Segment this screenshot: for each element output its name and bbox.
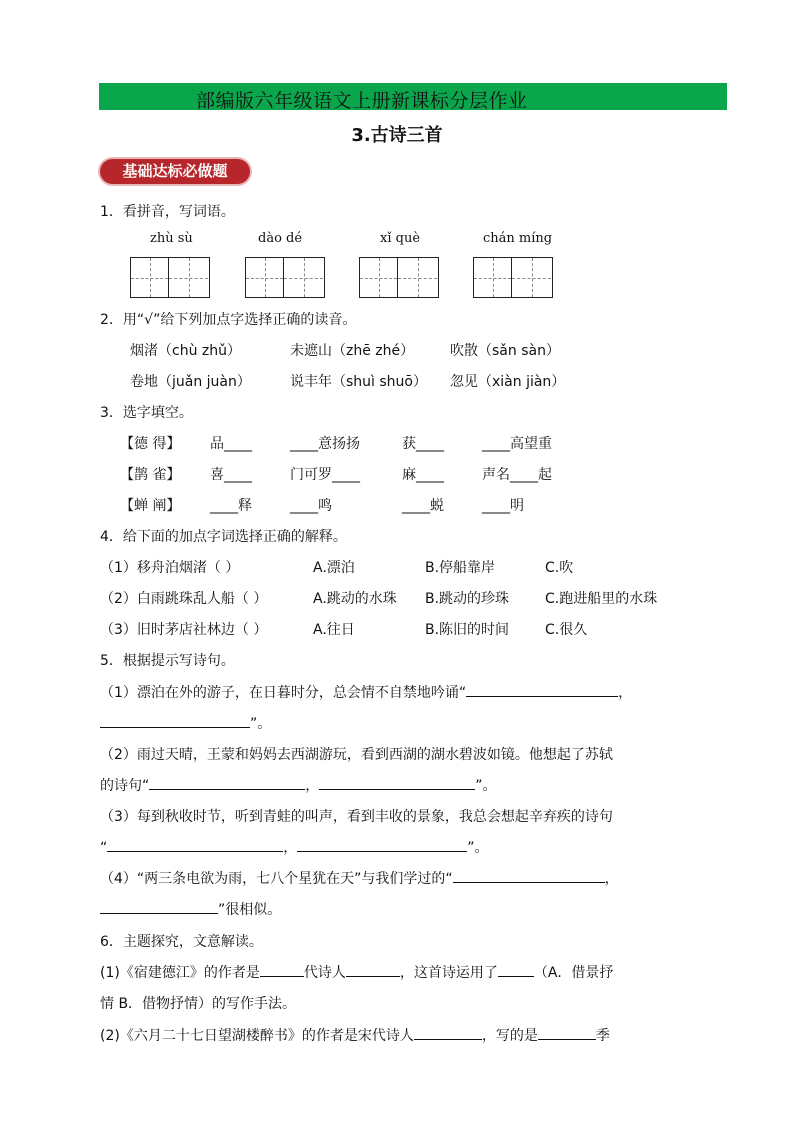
q3-r3-4[interactable]: ____明 [482,498,524,514]
q6-1-blank-dynasty[interactable] [260,962,304,977]
q5-2-line1: （2）雨过天晴，王蒙和妈妈去西湖游玩，看到西湖的湖水碧波如镜。他想起了苏轼 [100,747,613,763]
q3-r3-1[interactable]: ____释 [210,498,252,514]
q5-3-open: “ [100,840,108,856]
q3-r2-3[interactable]: 麻____ [402,467,444,483]
q4-1-option-c[interactable]: C.吹 [545,560,574,576]
q2-r1-3: 吹散（sǎn sàn） [450,343,560,359]
q4-3-question[interactable]: （3）旧时茅店社林边（ ） [100,622,268,638]
q3-r2-4[interactable]: 声名____起 [482,467,552,483]
q4-label: 4．给下面的加点字词选择正确的解释。 [100,529,347,545]
q5-2-comma: ， [305,778,320,794]
q6-2-text-b: ，写的是 [481,1028,538,1044]
q3-r3-chars: 【蝉 阐】 [120,498,181,514]
writing-grid-1[interactable] [130,257,210,298]
q5-3-blank-2[interactable] [297,837,467,852]
q1-label: 1．看拼音，写词语。 [100,204,235,220]
q3-r1-3[interactable]: 获____ [402,436,444,452]
q5-4-text: （4）“两三条电欲为雨，七八个星犹在天”与我们学过的“ [100,871,453,887]
q5-1-blank-2[interactable] [100,713,250,728]
q6-1-blank-poet[interactable] [346,962,400,977]
q4-3-option-a[interactable]: A.往日 [313,622,355,638]
writing-grid-3[interactable] [359,257,439,298]
q5-4-line2 [100,899,281,919]
q5-4-blank-2[interactable] [100,899,218,914]
q5-4-comma: ， [604,871,619,887]
q3-r1-2[interactable]: ____意扬扬 [290,436,360,452]
q5-2-line2 [100,775,497,795]
q3-r2-1[interactable]: 喜____ [210,467,252,483]
q5-3-line2 [100,837,489,857]
q5-2-blank-2[interactable] [319,775,475,790]
q6-1-text-a: (1)《宿建德江》的作者是 [100,965,260,981]
q6-1-text-c: ，这首诗运用了 [399,965,498,981]
q2-r2-1: 卷地（juǎn juàn） [130,374,251,390]
q2-r1-1: 烟渚（chù zhǔ） [130,343,241,359]
q6-1-blank-method[interactable] [498,962,534,977]
q5-1-text: （1）漂泊在外的游子，在日暮时分，总会情不自禁地吟诵“ [100,685,467,701]
q6-1-text-b: 代诗人 [303,965,346,981]
q3-r2-chars: 【鹊 雀】 [120,467,181,483]
q2-r2-2: 说丰年（shuì shuō） [290,374,427,390]
q6-1-line1 [100,962,613,982]
q5-3-end: ”。 [467,840,489,856]
banner-text: 部编版六年级语文上册新课标分层作业 [196,90,528,112]
q5-2-text: 的诗句“ [100,778,150,794]
q5-3-line1: （3）每到秋收时节，听到青蛙的叫声，看到丰收的景象，我总会想起辛弃疾的诗句 [100,809,613,825]
q4-2-option-b[interactable]: B.跳动的珍珠 [425,591,510,607]
q6-1-text-d: （A．借景抒 [533,965,614,981]
q5-1-line1 [100,682,632,702]
q5-1-line2 [100,713,271,733]
q6-2-text-c: 季 [595,1028,610,1044]
q5-2-end: ”。 [475,778,497,794]
q5-4-line1 [100,868,619,888]
q4-1-option-b[interactable]: B.停船靠岸 [425,560,496,576]
q3-r3-2[interactable]: ____鸣 [290,498,332,514]
pinyin-3: xǐ què [380,231,421,246]
q4-2-question[interactable]: （2）白雨跳珠乱人船（ ） [100,591,268,607]
q3-label: 3．选字填空。 [100,405,193,421]
q3-r1-1[interactable]: 品____ [210,436,252,452]
q5-3-blank-1[interactable] [107,837,283,852]
q4-3-option-b[interactable]: B.陈旧的时间 [425,622,510,638]
q5-2-blank-1[interactable] [149,775,305,790]
page-title: 3.古诗三首 [351,125,443,146]
q4-2-option-a[interactable]: A.跳动的水珠 [313,591,397,607]
pinyin-2: dào dé [258,231,303,246]
header-banner [99,83,727,110]
writing-grid-4[interactable] [473,257,553,298]
q2-label: 2．用“√”给下列加点字选择正确的读音。 [100,312,357,328]
q5-4-end: ”很相似。 [218,902,282,918]
pinyin-1: zhù sù [150,231,193,246]
pinyin-4: chán míng [483,231,553,246]
q6-label: 6．主题探究，文意解读。 [100,934,263,950]
q5-1-blank-1[interactable] [466,682,618,697]
q2-r1-2: 未遮山（zhē zhé） [290,343,415,359]
q4-1-question[interactable]: （1）移舟泊烟渚（ ） [100,560,240,576]
q3-r1-chars: 【德 得】 [120,436,181,452]
q5-1-comma: ， [618,685,633,701]
q5-3-comma: ， [283,840,298,856]
q5-label: 5．根据提示写诗句。 [100,653,235,669]
q3-r1-4[interactable]: ____高望重 [482,436,552,452]
q6-2-text-a: (2)《六月二十七日望湖楼醉书》的作者是宋代诗人 [100,1028,414,1044]
q6-2-blank-poet[interactable] [414,1025,482,1040]
q3-r2-2[interactable]: 门可罗____ [290,467,360,483]
q4-3-option-c[interactable]: C.很久 [545,622,588,638]
q5-4-blank-1[interactable] [453,868,605,883]
q6-2-line1 [100,1025,610,1045]
q4-2-option-c[interactable]: C.跑进船里的水珠 [545,591,658,607]
q3-r3-3[interactable]: ____蜕 [402,498,444,514]
q2-r2-3: 忽见（xiàn jiàn） [450,374,566,390]
q6-1-line2: 情 B．借物抒情）的写作手法。 [100,996,297,1012]
writing-grid-2[interactable] [245,257,325,298]
q5-1-end: ”。 [250,716,272,732]
q6-2-blank-season[interactable] [538,1025,596,1040]
q4-1-option-a[interactable]: A.漂泊 [313,560,355,576]
section-badge: 基础达标必做题 [100,159,250,184]
